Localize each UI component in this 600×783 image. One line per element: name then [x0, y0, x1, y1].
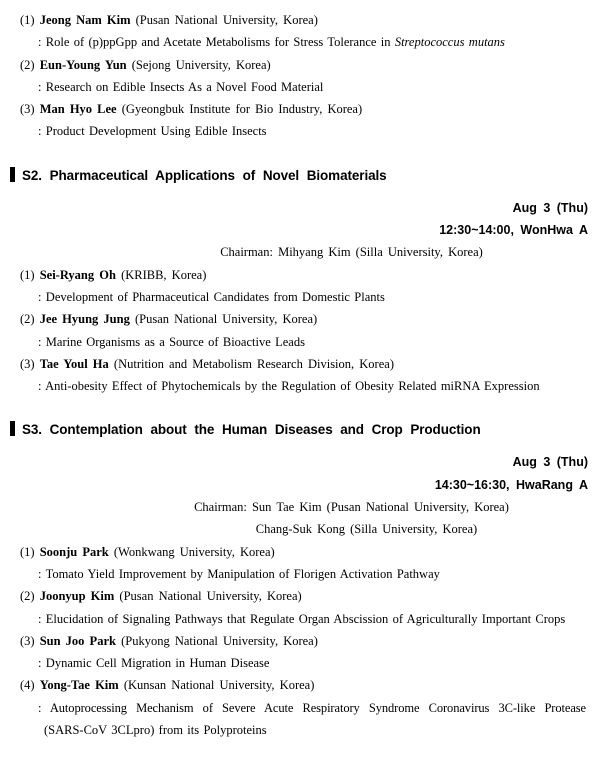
talk-title	[0, 375, 600, 397]
talk-title-text: : Research on Edible Insects As a Novel Food Material	[38, 79, 324, 94]
speaker-affiliation: (Pusan National University, Korea)	[135, 13, 318, 27]
talk-item-row	[0, 353, 600, 375]
talk-item-row	[0, 9, 600, 31]
talk-title-text: : Product Development Using Edible Insects	[38, 124, 267, 139]
session-time-room-text: 12:30~14:00, WonHwa A	[439, 223, 588, 238]
talk-title-text: : Dynamic Cell Migration in Human Disease	[38, 656, 270, 671]
speaker-affiliation: (Gyeongbuk Institute for Bio Industry, Korea)	[121, 102, 363, 117]
talk-title	[0, 563, 600, 585]
speaker-affiliation: (Pukyong National University, Korea)	[121, 633, 318, 648]
item-number: (3)	[20, 356, 35, 371]
speaker-affiliation: (Sejong University, Korea)	[131, 57, 271, 72]
speaker-affiliation: (KRIBB, Korea)	[121, 267, 207, 282]
talk-item-row	[0, 541, 600, 563]
talk-title	[0, 120, 600, 142]
chairman-line	[0, 241, 600, 263]
item-number: (2)	[20, 312, 35, 327]
item-number: (1)	[20, 13, 35, 27]
talk-title-italic-text: Streptococcus mutans	[394, 35, 505, 50]
speaker-affiliation: (Wonkwang University, Korea)	[113, 544, 275, 559]
speaker-affiliation: (Pusan National University, Korea)	[119, 589, 302, 604]
speaker-name: Jeong Nam Kim	[39, 13, 131, 27]
chairman-line-2	[0, 518, 600, 540]
speaker-name: Sun Joo Park	[39, 633, 116, 648]
talk-title-text: : Marine Organisms as a Source of Bioactive Leads	[38, 334, 305, 349]
session-date-text: Aug 3 (Thu)	[512, 200, 588, 215]
talk-title	[0, 31, 600, 53]
speaker-affiliation: (Kunsan National University, Korea)	[123, 678, 315, 693]
talk-item-row	[0, 585, 600, 607]
talk-title-text: : Development of Pharmaceutical Candidates from Domestic Plants	[38, 289, 385, 304]
talk-item-row	[0, 308, 600, 330]
chairman-text: Chairman: Sun Tae Kim (Pusan National University, Korea)	[194, 500, 509, 515]
talk-item-row	[0, 54, 600, 76]
talk-title-continuation	[0, 719, 600, 741]
talk-item-row	[0, 98, 600, 120]
talk-item-row	[0, 264, 600, 286]
talk-title-text: : Elucidation of Signaling Pathways that Regulate Organ Abscission of Agriculturally Important Crops	[38, 611, 566, 626]
speaker-name: Sei-Ryang Oh	[39, 267, 116, 282]
session-time-room	[0, 474, 600, 496]
session-heading-s3	[0, 421, 600, 439]
talk-title	[0, 331, 600, 353]
session-heading-text: S2. Pharmaceutical Applications of Novel Biomaterials	[22, 167, 387, 183]
session-time-room-text: 14:30~16:30, HwaRang A	[434, 477, 588, 492]
speaker-name: Joonyup Kim	[39, 589, 115, 604]
talk-title	[0, 76, 600, 98]
speaker-affiliation: (Pusan National University, Korea)	[134, 312, 318, 327]
talk-title-text: : Anti-obesity Effect of Phytochemicals by the Regulation of Obesity Related miRNA Expression	[38, 379, 540, 394]
session-time-room	[0, 219, 600, 241]
chairman-text: Chairman: Mihyang Kim (Silla University, Korea)	[220, 245, 483, 260]
talk-item-row	[0, 630, 600, 652]
item-number: (2)	[20, 57, 35, 72]
talk-title-text: : Role of (p)ppGpp and Acetate Metabolisms for Stress Tolerance in	[38, 35, 395, 50]
speaker-name: Jee Hyung Jung	[39, 312, 130, 327]
session-heading-s2	[0, 167, 600, 185]
talk-title-text: (SARS-CoV 3CLpro) from its Polyproteins	[44, 723, 267, 738]
speaker-name: Soonju Park	[39, 544, 109, 559]
chairman-text: Chang-Suk Kong (Silla University, Korea)	[255, 522, 478, 537]
speaker-name: Eun-Young Yun	[39, 57, 127, 72]
session-date	[0, 451, 600, 473]
item-number: (1)	[20, 267, 35, 282]
talk-title-text: : Autoprocessing Mechanism of Severe Acute Respiratory Syndrome Coronavirus 3C-like Protease	[38, 700, 586, 715]
talk-title	[0, 608, 600, 630]
session-heading-text: S3. Contemplation about the Human Diseases and Crop Production	[22, 422, 481, 438]
item-number: (3)	[20, 102, 35, 117]
talk-title	[0, 286, 600, 308]
session-date	[0, 197, 600, 219]
chairman-line	[0, 496, 600, 518]
talk-title	[0, 652, 600, 674]
item-number: (1)	[20, 544, 35, 559]
talk-title	[0, 697, 600, 719]
item-number: (2)	[20, 589, 35, 604]
heading-bar-icon	[10, 167, 15, 182]
talk-title-text: : Tomato Yield Improvement by Manipulation of Florigen Activation Pathway	[38, 566, 440, 581]
speaker-affiliation: (Nutrition and Metabolism Research Division, Korea)	[113, 356, 394, 371]
talk-item-row	[0, 674, 600, 696]
speaker-name: Tae Youl Ha	[39, 356, 109, 371]
item-number: (3)	[20, 633, 35, 648]
heading-bar-icon	[10, 421, 15, 436]
session-date-text: Aug 3 (Thu)	[512, 455, 588, 470]
speaker-name: Yong-Tae Kim	[39, 678, 119, 693]
item-number: (4)	[20, 678, 35, 693]
speaker-name: Man Hyo Lee	[39, 102, 117, 117]
